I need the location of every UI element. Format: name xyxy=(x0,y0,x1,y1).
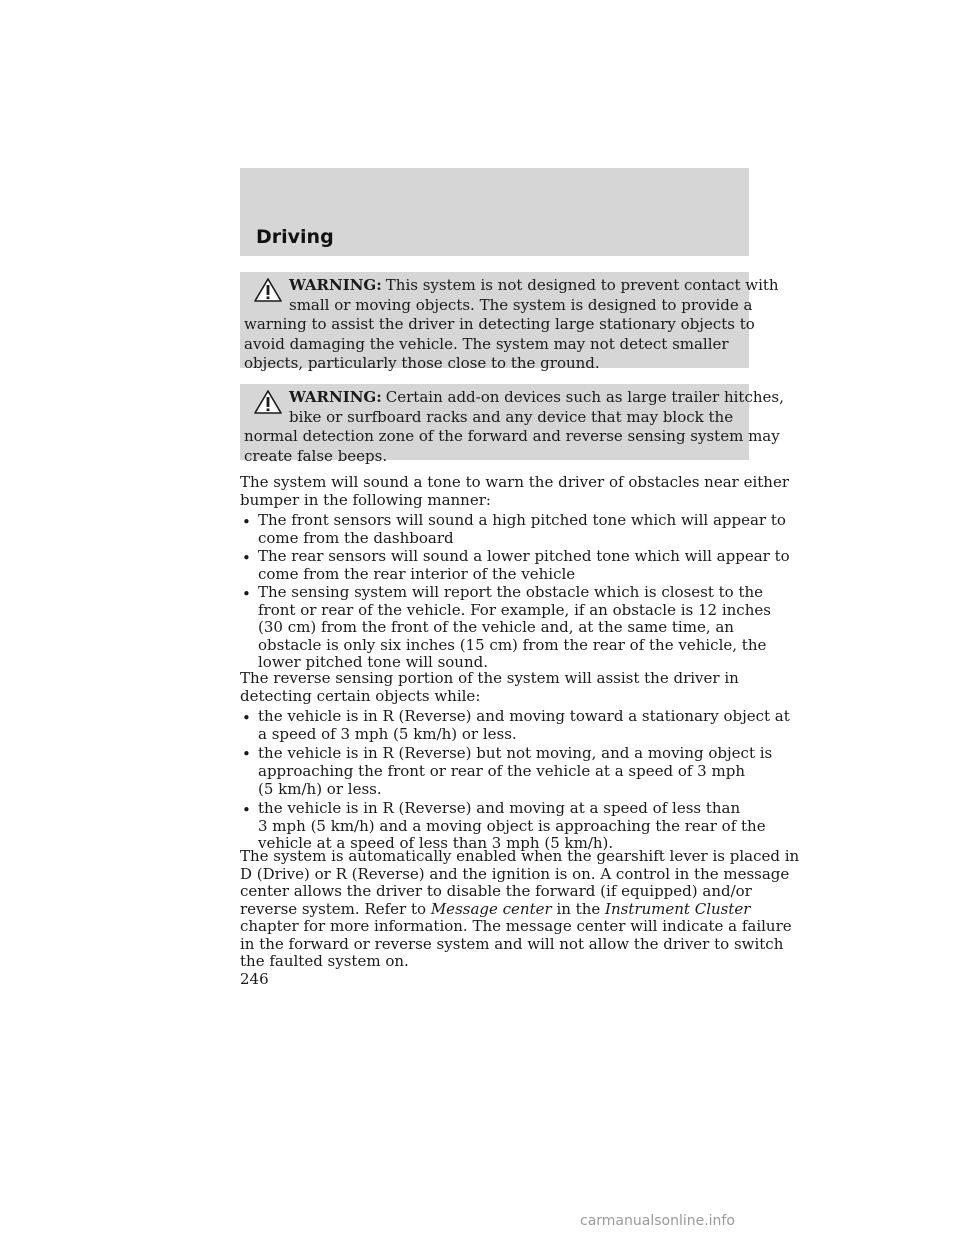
warning-triangle-icon xyxy=(254,278,282,302)
paragraph xyxy=(240,847,800,971)
list-item xyxy=(258,744,772,798)
list-item xyxy=(258,548,790,583)
text-line: the vehicle is in R (Reverse) and moving at a speed of less than xyxy=(258,799,741,817)
bullet-icon: • xyxy=(242,709,251,727)
text-fragment: reverse system. Refer to xyxy=(240,899,427,918)
bullet-icon: • xyxy=(242,801,251,819)
text-line: chapter for more information. The message center will indicate a failure xyxy=(240,917,792,935)
text-line: center allows the driver to disable the forward (if equipped) and/or xyxy=(240,882,752,900)
text-line: D (Drive) or R (Reverse) and the ignition is on. A control in the message xyxy=(240,864,790,883)
list-item xyxy=(258,512,786,547)
text-line: vehicle at a speed of less than 3 mph (5 km/h). xyxy=(258,834,614,852)
warning-label: WARNING: xyxy=(289,388,382,406)
text-line: The system will sound a tone to warn the driver of obstacles near either xyxy=(240,473,789,491)
text-line: bumper in the following manner: xyxy=(240,490,491,509)
footer-watermark: carmanualsonline.info xyxy=(580,1213,735,1229)
text-line: The rear sensors will sound a lower pitched tone which will appear to xyxy=(258,547,790,565)
text-line: come from the dashboard xyxy=(258,528,454,547)
text-line: (30 cm) from the front of the vehicle and, at the same time, an xyxy=(258,618,734,636)
warning-text: This system is not designed to prevent contact with xyxy=(385,276,779,294)
text-line: The system is automatically enabled when the gearshift lever is placed in xyxy=(240,847,800,865)
text-line: a speed of 3 mph (5 km/h) or less. xyxy=(258,724,517,743)
text-line: 3 mph (5 km/h) and a moving object is approaching the rear of the xyxy=(258,816,766,835)
list-item xyxy=(258,708,790,743)
text-line: The front sensors will sound a high pitched tone which will appear to xyxy=(258,511,786,529)
bullet-icon: • xyxy=(242,513,251,531)
warning-text: Certain add-on devices such as large trailer hitches, xyxy=(385,388,784,406)
bullet-icon: • xyxy=(242,585,251,603)
list-item xyxy=(258,584,771,672)
text-line: approaching the front or rear of the vehicle at a speed of 3 mph xyxy=(258,762,745,780)
text-line: The reverse sensing portion of the system will assist the driver in xyxy=(240,669,739,687)
warning-text: avoid damaging the vehicle. The system may not detect smaller xyxy=(244,334,729,353)
text-line: the faulted system on. xyxy=(240,952,409,970)
list-item xyxy=(258,800,766,853)
warning-triangle-icon xyxy=(254,390,282,414)
cross-reference: Message center xyxy=(430,899,552,918)
text-line: lower pitched tone will sound. xyxy=(258,653,489,671)
text-line xyxy=(240,901,760,919)
warning-text: normal detection zone of the forward and reverse sensing system may xyxy=(244,427,780,445)
text-line: the vehicle is in R (Reverse) and moving toward a stationary object at xyxy=(258,707,790,725)
text-line: obstacle is only six inches (15 cm) from the rear of the vehicle, the xyxy=(258,635,767,654)
text-line: The sensing system will report the obstacle which is closest to the xyxy=(258,583,764,601)
text-line: come from the rear interior of the vehicle xyxy=(258,564,576,583)
text-line: detecting certain objects while: xyxy=(240,686,481,705)
warning-text: small or moving objects. The system is designed to provide a xyxy=(289,295,753,314)
warning-text: objects, particularly those close to the ground. xyxy=(244,354,600,372)
text-line: the vehicle is in R (Reverse) but not moving, and a moving object is xyxy=(258,744,773,762)
paragraph xyxy=(240,670,760,705)
warning-box-1 xyxy=(240,272,779,372)
warning-box-2 xyxy=(240,384,784,465)
bullet-icon: • xyxy=(242,745,251,763)
text-line: (5 km/h) or less. xyxy=(258,780,382,798)
section-title: Driving xyxy=(256,226,334,248)
text-line: front or rear of the vehicle. For example, if an obstacle is 12 inches xyxy=(258,600,771,619)
cross-reference: Instrument Cluster xyxy=(605,899,751,918)
warning-text: warning to assist the driver in detecting large stationary objects to xyxy=(244,315,755,333)
text-fragment: in the xyxy=(556,899,601,918)
page-number: 246 xyxy=(240,970,269,988)
warning-text: create false beeps. xyxy=(244,446,388,465)
paragraph xyxy=(240,473,789,509)
text-line: in the forward or reverse system and will not allow the driver to switch xyxy=(240,934,784,953)
bullet-icon: • xyxy=(242,549,251,567)
warning-label: WARNING: xyxy=(289,276,382,294)
warning-text: bike or surfboard racks and any device that may block the xyxy=(289,407,734,426)
